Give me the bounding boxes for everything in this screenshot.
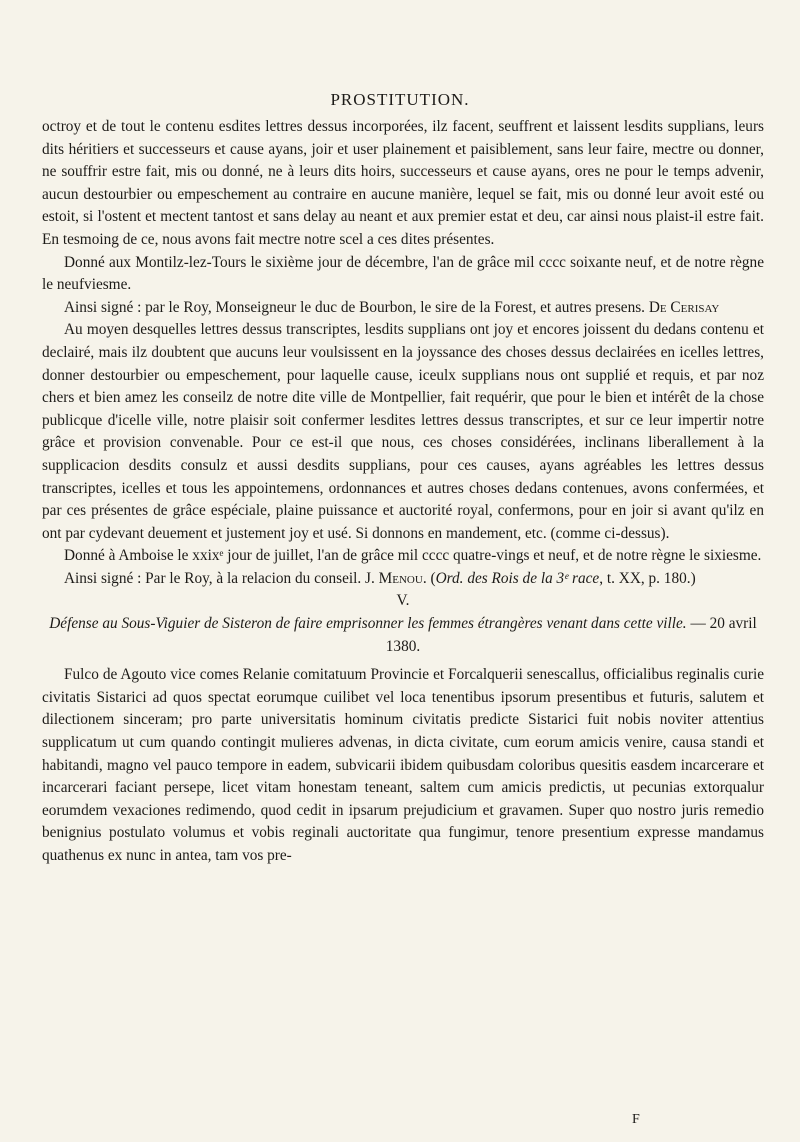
citation-open: ( — [430, 569, 436, 587]
section-date: — 20 avril 1380. — [385, 615, 757, 655]
citation-rest: , t. XX, p. 180.) — [599, 569, 696, 587]
paragraph-2: Donné aux Montilz-lez-Tours le sixième jour de décembre, l'an de grâce mil cccc soixante neuf, et de notre règne le neufviesme. — [42, 253, 764, 294]
document-body — [42, 116, 764, 868]
paragraph-4: Au moyen desquelles lettres dessus transcriptes, lesdits supplians ont joy et encores joissent du dedans contenu et declairé, mais ilz doubtent que aucuns leur voulsissent en la joyssance des choses dessus declairées en icelles lettres, donner destourbier ou empeschement, pour laquelle cause, iceulx supplians nous ont supplié et requis, et par noz chers et bien amez les conseilz de notre dite ville de Montpellier, fait requérir, que pour le bien et intérêt de la chose publicque d'icelle ville, notre plaisir soit confermer lesdites lettres dessus transcriptes, et sur ce leur impertir notre grâce et provision convenable. Pour ce est-il que nous, ces choses considérées, inclinans liberallement à la supplicacion desdits consulz et aussi desdits supplians, pour ces causes, ayans agréables les lettres dessus transcriptes, icelles et tous les appointemens, ordonnances et autres choses dedans contenues, avons confermées, et par ces présentes de grâce espéciale, plaine puissance et auctorité royal, confermons, pour en joir si avant qu'ilz en ont par cydevant deuement et justement joy et usé. Si donnons en mandement, etc. (comme ci-dessus). — [42, 321, 764, 542]
signature-line: Ainsi signé : par le Roy, Monseigneur le duc de Bourbon, le sire de la Forest, et autres presens. — [64, 298, 646, 316]
paragraph-1: octroy et de tout le contenu esdites lettres dessus incorporées, ilz facent, seuffrent et laissent lesdits supplians, leurs dits héritiers et successeurs et cause ayans, joir et user plainement et paisiblement, sans leur faire, mectre ou donner, ne souffrir estre fait, mis ou donné, ne à leurs dits hoirs, successeurs et cause ayans, ores ne pour le temps advenir, aucun destourbier ou empeschement au contraire en aucune manière, lequel se fait, mis ou donné leur avoit esté ou estoit, si l'ostent et mectent tantost et sans delay au neant et aux premier estat et deu, car ainsi nous plaist-il estre fait. En tesmoing de ce, nous avons fait mectre notre scel a ces dites présentes. — [42, 118, 764, 248]
section-number: V. — [396, 592, 410, 610]
section-title-text: Défense au Sous-Viguier de Sisteron de faire emprisonner les femmes étrangères venant dans cette ville. — [49, 615, 687, 633]
paragraph-5: Donné à Amboise le xxixᵉ jour de juillet, l'an de grâce mil cccc quatre-vings et neuf, et de notre règne le sixiesme. — [64, 547, 762, 565]
paragraph-6 — [42, 568, 764, 591]
running-header: PROSTITUTION. — [330, 90, 470, 109]
signature-mark: F — [632, 1112, 640, 1127]
paragraph-3 — [42, 297, 764, 320]
citation-title: Ord. des Rois de la 3ᵉ race — [435, 569, 600, 587]
signatory-name: De Cerisay — [648, 298, 720, 316]
signature-text: Ainsi signé : Par le Roy, à la relacion du conseil. J. — [64, 569, 375, 587]
signatory-name-2: Menou. — [378, 569, 427, 587]
section-title — [42, 613, 764, 658]
paragraph-7: Fulco de Agouto vice comes Relanie comitatuum Provincie et Forcalquerii senescallus, officialibus reginalis curie civitatis Sistarici ad quos spectat eorumque cuilibet vel loca tenentibus ipsorum presentibus et futuris, salutem et dilectionem sinceram; pro parte universitatis hominum civitatis predicte Sistarici fuit nobis noviter attentius supplicatum ut cum quando contingit mulieres advenas, in dicta civitate, cum eorum amicis venire, causa standi et habitandi, magno vel pauco tempore in eadem, subvicarii ibidem quibusdam coloribus quesitis easdem incarcerare et incarcerari faciant persepe, licet vitam honestam teneant, saltem cum amicis predictis, ut pecunias extorqualur eorumdem vexaciones redimendo, quod cedit in ipsarum prejudicium et gravamen. Super quo nostro juris remedio benignius postulato volumus et vobis reginali auctoritate qua fungimur, tenore presentium expresse mandamus quathenus ex nunc in antea, tam vos pre- — [42, 666, 764, 864]
